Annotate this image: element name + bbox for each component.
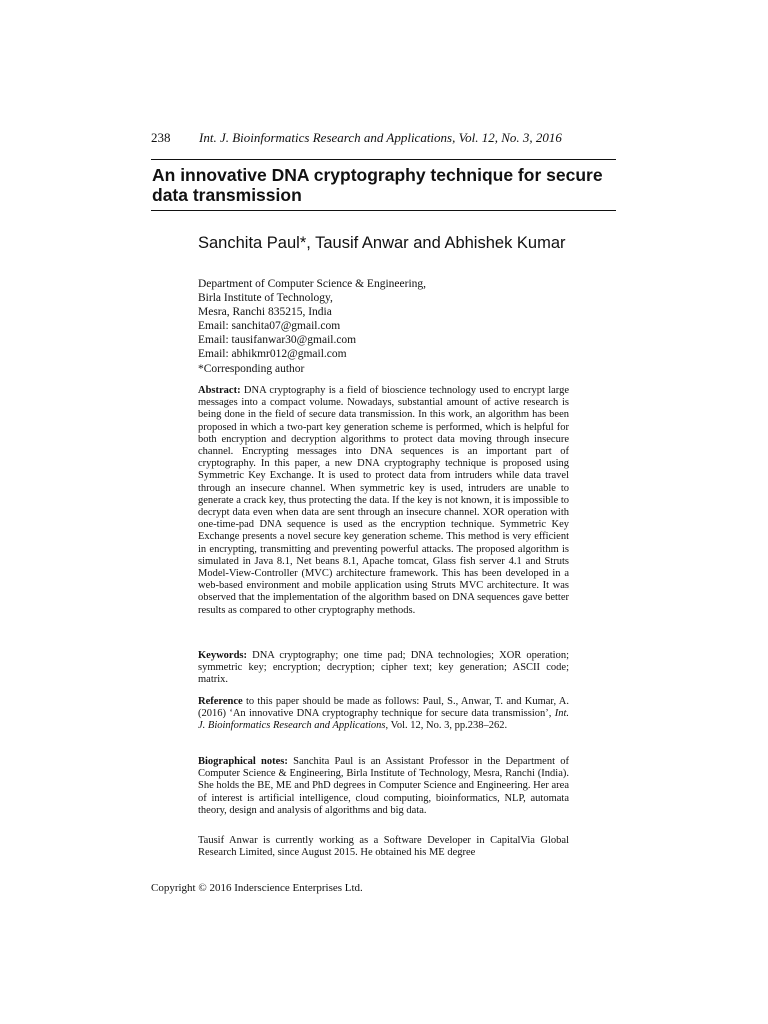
author-list: Sanchita Paul*, Tausif Anwar and Abhishek Kumar [198, 234, 566, 252]
keywords-label: Keywords: [198, 650, 247, 661]
affiliation-address: Mesra, Ranchi 835215, India [198, 306, 332, 319]
affiliation-institute: Birla Institute of Technology, [198, 292, 333, 305]
page-number: 238 [151, 130, 171, 145]
abstract-label: Abstract: [198, 385, 241, 396]
reference-volume: , Vol. 12, No. 3, pp.238–262. [385, 720, 508, 732]
affiliation-block [198, 277, 578, 376]
bio-label: Biographical notes: [198, 756, 288, 767]
running-header [151, 130, 616, 146]
corresponding-author-note: *Corresponding author [198, 362, 305, 375]
bio-anwar: Tausif Anwar is currently working as a Software Developer in CapitalVia Global Research Limited, since August 2015. He obtained his ME degree [198, 835, 569, 859]
paper-title: An innovative DNA cryptography technique for secure data transmission [152, 165, 603, 205]
title-rule-top [151, 159, 616, 160]
biographical-notes [198, 756, 569, 817]
reference-label: Reference [198, 696, 243, 707]
email-kumar: Email: abhikmr012@gmail.com [198, 348, 347, 361]
keywords [198, 650, 569, 687]
reference-journal: Int. J. Bioinformatics Research and Applications [198, 708, 569, 732]
reference-text: to this paper should be made as follows: Paul, S., Anwar, T. and Kumar, A. (2016) ‘An innovative DNA cryptography technique for secure data transmission’, [198, 696, 570, 720]
abstract-text: DNA cryptography is a field of bioscience technology used to encrypt large messages into a compact volume. Nowadays, substantial amount of active research is being done in the field of secure data transmission. In this work, an algorithm has been proposed in which a two-part key generation scheme is performed, which is helpful for both encryption and decryption algorithms to protect data moving through insecure channel. Encrypting messages into DNA sequences is an important part of cryptography. In this paper, a new DNA cryptography technique is proposed using Symmetric Key Exchange. It is used to protect data from intruders while data travel through an insecure channel. When symmetric key is used, intruders are unable to generate a crack key, thus protecting the data. If the key is not known, it is impossible to decrypt data even when data are sent through an insecure channel. XOR operation with one-time-pad DNA sequence is used as the encryption technique. Symmetric Key Exchange presents a novel secure key generation scheme. This method is very efficient in encrypting, transmitting and preventing powerful attacks. The proposed algorithm is simulated in Java 8.1, Net beans 8.1, Apache tomcat, Glass fish server 4.1 and Struts Model-View-Controller (MVC) architecture framework. This has been developed in a web-based environment and mobile application using Struts MVC architecture. It was observed that the implementation of the algorithm based on DNA sequences gave better results as compared to other cryptography methods. [198, 385, 570, 616]
email-paul: Email: sanchita07@gmail.com [198, 320, 341, 333]
journal-citation: Int. J. Bioinformatics Research and Applications, Vol. 12, No. 3, 2016 [199, 130, 562, 145]
reference-note [198, 696, 569, 733]
title-rule-bottom [151, 210, 616, 211]
copyright-notice: Copyright © 2016 Inderscience Enterprises Ltd. [151, 882, 363, 894]
bio-text-paul: Sanchita Paul is an Assistant Professor in the Department of Computer Science & Engineering, Birla Institute of Technology, Mesra, Ranchi (India). She holds the BE, ME and PhD degrees in Computer Science and Engineering. Her area of interest is artificial intelligence, cloud computing, bioinformatics, NLP, automata theory, design and analysis of algorithms and big data. [198, 756, 569, 816]
keywords-text: DNA cryptography; one time pad; DNA technologies; XOR operation; symmetric key; encryption; decryption; cipher text; key generation; ASCII code; matrix. [198, 650, 569, 686]
affiliation-department: Department of Computer Science & Engineering, [198, 278, 427, 290]
abstract [198, 385, 569, 617]
email-anwar: Email: tausifanwar30@gmail.com [198, 334, 357, 347]
